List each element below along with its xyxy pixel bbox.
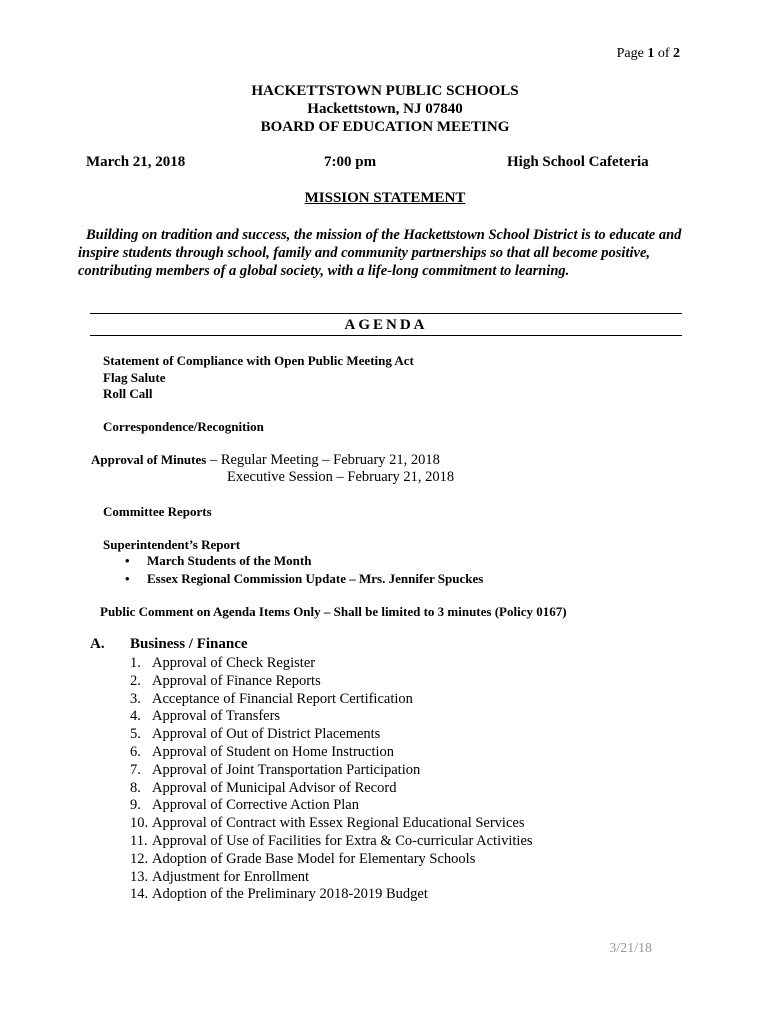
agenda-top-rule	[90, 313, 682, 314]
minutes-label: Approval of Minutes	[91, 452, 207, 467]
mission-title: MISSION STATEMENT	[304, 190, 466, 206]
list-item-text: Approval of Municipal Advisor of Record	[152, 779, 397, 796]
bullet-text: March Students of the Month	[147, 553, 312, 568]
list-item	[130, 851, 533, 869]
list-item	[130, 833, 533, 851]
list-item-text: Approval of Finance Reports	[152, 672, 321, 689]
list-item-text: Approval of Out of District Placements	[152, 726, 381, 743]
list-item-text: Adjustment for Enrollment	[152, 868, 310, 885]
list-item	[130, 673, 533, 691]
section-a-title: Business / Finance	[130, 636, 248, 652]
minutes-executive: Executive Session – February 21, 2018	[227, 469, 455, 485]
list-item	[130, 708, 533, 726]
bullet-text: Essex Regional Commission Update – Mrs. Jennifer Spuckes	[147, 571, 484, 586]
list-item	[130, 744, 533, 762]
list-item-number: 8.	[130, 779, 141, 796]
section-a-list	[130, 655, 533, 904]
page-prefix: Page	[616, 46, 644, 61]
bullet-glyph: •	[125, 553, 130, 568]
meeting-title: BOARD OF EDUCATION MEETING	[260, 119, 510, 135]
list-item-text: Acceptance of Financial Report Certification	[152, 690, 413, 707]
district-address: Hackettstown, NJ 07840	[307, 101, 463, 117]
bullet-glyph: •	[125, 571, 130, 586]
agenda-item-compliance: Statement of Compliance with Open Public Meeting Act	[103, 353, 414, 368]
district-name: HACKETTSTOWN PUBLIC SCHOOLS	[251, 83, 519, 99]
agenda-item-superintendent: Superintendent’s Report	[103, 537, 241, 552]
agenda-item-flag-salute: Flag Salute	[103, 370, 166, 385]
footer-date: 3/21/18	[609, 941, 652, 956]
list-item	[130, 815, 533, 833]
list-item-number: 12.	[130, 850, 149, 867]
list-item-number: 10.	[130, 815, 149, 832]
meeting-time: 7:00 pm	[324, 154, 377, 170]
meeting-date: March 21, 2018	[86, 154, 186, 170]
list-item	[130, 886, 533, 904]
list-item-number: 9.	[130, 797, 141, 814]
list-item-text: Approval of Use of Facilities for Extra & Co-curricular Activities	[152, 832, 533, 849]
page-number	[617, 46, 680, 62]
list-item-number: 3.	[130, 690, 141, 707]
list-item	[130, 797, 533, 815]
list-item-number: 13.	[130, 868, 149, 885]
minutes-regular: Regular Meeting – February 21, 2018	[220, 452, 440, 468]
meeting-location: High School Cafeteria	[507, 154, 649, 170]
list-item-number: 14.	[130, 886, 149, 903]
agenda-bottom-rule	[90, 335, 682, 336]
list-item-number: 7.	[130, 761, 141, 778]
list-item-text: Approval of Contract with Essex Regional Educational Services	[152, 815, 525, 832]
mission-text: Building on tradition and success, the mission of the Hackettstown School District is to educate and inspire students through school, family and community partnerships so that all become positive, contributing members of a global society, with a life-long commitment to learning.	[78, 227, 682, 279]
list-item-number: 1.	[130, 655, 141, 671]
agenda-item-public-comment: Public Comment on Agenda Items Only – Shall be limited to 3 minutes (Policy 0167)	[100, 604, 567, 619]
agenda-title: AGENDA	[344, 317, 428, 333]
agenda-item-roll-call: Roll Call	[103, 386, 153, 401]
agenda-item-committee: Committee Reports	[103, 504, 212, 519]
list-item-number: 6.	[130, 743, 141, 760]
list-item-text: Approval of Joint Transportation Participation	[152, 761, 421, 778]
list-item-text: Adoption of the Preliminary 2018-2019 Budget	[152, 886, 428, 903]
page-of-word: of	[657, 46, 670, 61]
minutes-separator: –	[206, 452, 221, 468]
list-item-text: Approval of Transfers	[152, 708, 281, 725]
list-item	[130, 726, 533, 744]
agenda-item-correspondence: Correspondence/Recognition	[103, 419, 264, 434]
list-item-text: Approval of Check Register	[152, 655, 316, 671]
list-item-number: 11.	[130, 832, 148, 849]
list-item-text: Approval of Corrective Action Plan	[152, 797, 359, 814]
page-total: 2	[673, 46, 680, 61]
list-item	[130, 780, 533, 798]
superintendent-bullet-1	[125, 553, 311, 569]
list-item-text: Adoption of Grade Base Model for Elementary Schools	[152, 850, 476, 867]
list-item-number: 4.	[130, 708, 141, 725]
list-item-number: 2.	[130, 672, 141, 689]
list-item	[130, 762, 533, 780]
section-a-letter: A.	[90, 636, 105, 652]
list-item	[130, 869, 533, 887]
list-item	[130, 691, 533, 709]
list-item-number: 5.	[130, 726, 141, 743]
list-item	[130, 655, 533, 673]
superintendent-bullet-2	[125, 571, 483, 587]
list-item-text: Approval of Student on Home Instruction	[152, 743, 395, 760]
page-current: 1	[647, 46, 655, 61]
agenda-item-minutes	[91, 451, 440, 469]
